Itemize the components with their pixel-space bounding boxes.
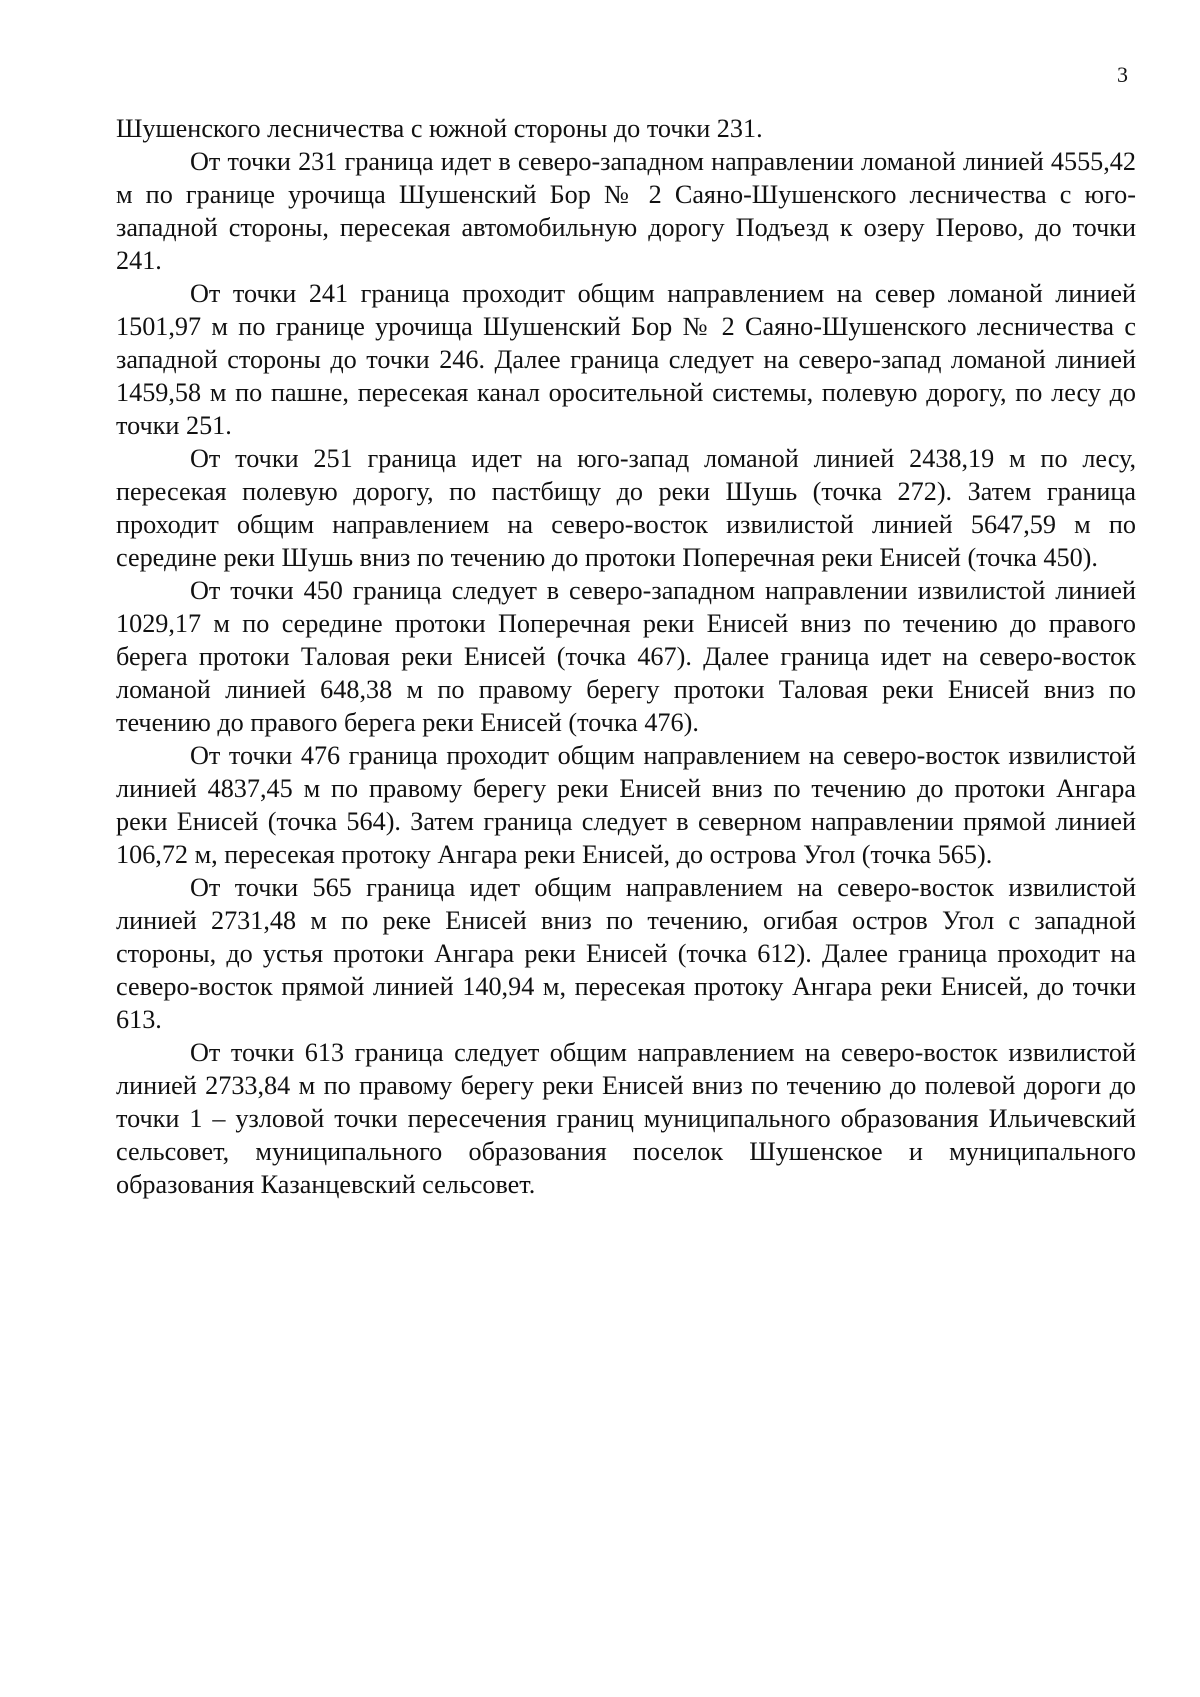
paragraph: От точки 476 граница проходит общим направлением на северо-восток извилистой линией 4837,45 м по правому берегу реки Енисей вниз по течению до протоки Ангара реки Енисей (точка 564). Затем граница следует в северном направлении прямой линией 106,72 м, пересекая протоку Ангара реки Енисей, до острова Угол (точка 565). <box>116 741 1136 869</box>
document-body <box>116 112 1136 1201</box>
paragraph: От точки 231 граница идет в северо-западном направлении ломаной линией 4555,42 м по границе урочища Шушенский Бор № 2 Саяно-Шушенского лесничества с юго-западной стороны, пересекая автомобильную дорогу Подъезд к озеру Перово, до точки 241. <box>116 147 1136 275</box>
paragraph: От точки 565 граница идет общим направлением на северо-восток извилистой линией 2731,48 м по реке Енисей вниз по течению, огибая остров Угол с западной стороны, до устья протоки Ангара реки Енисей (точка 612). Далее граница проходит на северо-восток прямой линией 140,94 м, пересекая протоку Ангара реки Енисей, до точки 613. <box>116 873 1136 1034</box>
paragraph-continuation: Шушенского лесничества с южной стороны до точки 231. <box>116 114 763 143</box>
paragraph: От точки 613 граница следует общим направлением на северо-восток извилистой линией 2733,84 м по правому берегу реки Енисей вниз по течению до полевой дороги до точки 1 – узловой точки пересечения границ муниципального образования Ильичевский сельсовет, муниципального образования поселок Шушенское и муниципального образования Казанцевский сельсовет. <box>116 1038 1136 1199</box>
paragraph: От точки 450 граница следует в северо-западном направлении извилистой линией 1029,17 м по середине протоки Поперечная реки Енисей вниз по течению до правого берега протоки Таловая реки Енисей (точка 467). Далее граница идет на северо-восток ломаной линией 648,38 м по правому берегу протоки Таловая реки Енисей вниз по течению до правого берега реки Енисей (точка 476). <box>116 576 1136 737</box>
page-number: 3 <box>1117 62 1128 87</box>
paragraph: От точки 241 граница проходит общим направлением на север ломаной линией 1501,97 м по границе урочища Шушенский Бор № 2 Саяно-Шушенского лесничества с западной стороны до точки 246. Далее граница следует на северо-запад ломаной линией 1459,58 м по пашне, пересекая канал оросительной системы, полевую дорогу, по лесу до точки 251. <box>116 279 1136 440</box>
paragraph: От точки 251 граница идет на юго-запад ломаной линией 2438,19 м по лесу, пересекая полевую дорогу, по пастбищу до реки Шушь (точка 272). Затем граница проходит общим направлением на северо-восток извилистой линией 5647,59 м по середине реки Шушь вниз по течению до протоки Поперечная реки Енисей (точка 450). <box>116 444 1136 572</box>
